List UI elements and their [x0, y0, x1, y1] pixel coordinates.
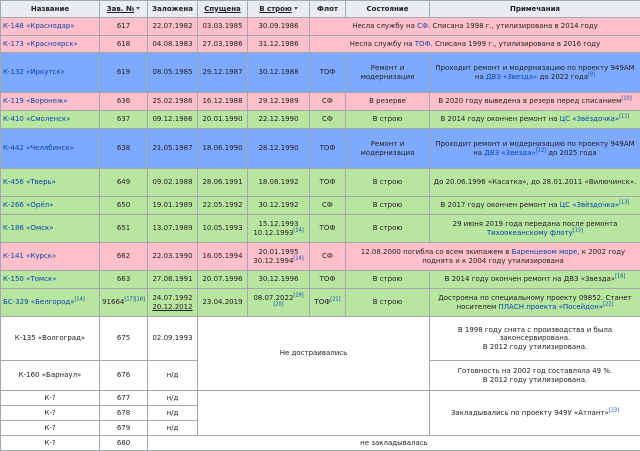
- state: В строю: [346, 197, 430, 215]
- laid-date: 25.02.1986: [148, 93, 198, 111]
- boat-name: К-?: [1, 421, 100, 436]
- yard-number: 637: [100, 111, 148, 129]
- table-row: [1, 169, 640, 197]
- reference[interactable]: [17][18]: [124, 297, 145, 303]
- table-row: [1, 53, 640, 93]
- col-header-name[interactable]: Название: [1, 1, 100, 18]
- yard-number: 662: [100, 243, 148, 271]
- note: До 20.06.1996 «Касатка», до 28.01.2011 «Вилючинск».: [430, 169, 640, 197]
- laid-date: 19.01.1989: [148, 197, 198, 215]
- state: В строю: [346, 289, 430, 317]
- table-row: [1, 289, 640, 317]
- reference[interactable]: [22]: [603, 301, 613, 307]
- col-header-in-service[interactable]: В строю: [248, 1, 310, 18]
- service-date: 28.12.1990: [248, 129, 310, 169]
- yard-number: 618: [100, 36, 148, 53]
- boat-name: К-?: [1, 436, 100, 451]
- yard-number: 91664[17][18]: [100, 289, 148, 317]
- sort-icon[interactable]: [294, 7, 298, 10]
- boat-name: К-160 «Барнаул»: [1, 361, 100, 391]
- table-row: [1, 391, 640, 406]
- note: В 2017 году окончен ремонт на ЦС «Звёздочка»[13]: [430, 197, 640, 215]
- fleet: СФ: [310, 93, 346, 111]
- laid-date: 21.05.1987: [148, 129, 198, 169]
- note: В 2014 году окончен ремонт на ДВЗ «Звезда»[16]: [430, 271, 640, 289]
- note: 29 июня 2019 года передана после ремонта Тихоокеанскому флоту[15]: [430, 215, 640, 243]
- laid-date: 24.07.1992 20.12.2012: [148, 289, 198, 317]
- table-row: [1, 436, 640, 451]
- yard-number: 676: [100, 361, 148, 391]
- note-link[interactable]: Баренцевом море: [512, 248, 578, 256]
- laid-date: 08.05.1985: [148, 53, 198, 93]
- laid-date: 13.07.1989: [148, 215, 198, 243]
- laid-date: н/д: [148, 391, 198, 406]
- fleet: ТОФ: [310, 129, 346, 169]
- fleet: СФ: [310, 243, 346, 271]
- laid-date: 04.08.1983: [148, 36, 198, 53]
- not-laid-note: не закладывалась: [148, 436, 640, 451]
- fleet: СФ: [310, 197, 346, 215]
- boat-name: К-?: [1, 406, 100, 421]
- not-completed-note: Не достраивались: [198, 317, 430, 391]
- launch-date: 16.12.1988: [198, 93, 248, 111]
- service-date: 29.12.1989: [248, 93, 310, 111]
- note-link[interactable]: ДВЗ «Звезда»: [484, 149, 535, 157]
- state: Ремонт и модернизация: [346, 129, 430, 169]
- col-header-launched[interactable]: Спущена: [198, 1, 248, 18]
- service-date: 30.12.1992: [248, 197, 310, 215]
- table-row: [1, 36, 640, 53]
- not-completed-blank: [198, 391, 430, 436]
- boat-name[interactable]: К-410 «Смоленск»: [1, 111, 100, 129]
- yard-number: 678: [100, 406, 148, 421]
- table-row: [1, 93, 640, 111]
- col-header-notes[interactable]: Примечания: [430, 1, 640, 18]
- boat-name[interactable]: К-119 «Воронеж»: [1, 93, 100, 111]
- laid-date: н/д: [148, 421, 198, 436]
- col-header-fleet[interactable]: Флот: [310, 1, 346, 18]
- yard-number: 650: [100, 197, 148, 215]
- reference[interactable]: [19][20]: [273, 293, 303, 308]
- note-link[interactable]: Тихоокеанскому флоту: [487, 229, 573, 237]
- yard-number: 619: [100, 53, 148, 93]
- boat-name: К-?: [1, 391, 100, 406]
- yard-number: 677: [100, 391, 148, 406]
- reference[interactable]: [21]: [330, 297, 340, 303]
- table-row: [1, 243, 640, 271]
- reference[interactable]: [10]: [621, 96, 631, 102]
- boat-name: К-135 «Волгоград»: [1, 317, 100, 361]
- table-row: [1, 215, 640, 243]
- yard-number: 638: [100, 129, 148, 169]
- table-row: [1, 317, 640, 361]
- reference[interactable]: [13]: [619, 200, 629, 206]
- header-row: [1, 1, 640, 18]
- reference[interactable]: [14]: [74, 297, 84, 303]
- fleet: ТОФ: [310, 169, 346, 197]
- note: В 2020 году выведена в резерв перед списанием[10]: [430, 93, 640, 111]
- boat-name[interactable]: К-148 «Краснодар»: [1, 18, 100, 36]
- note: Несла службу на ТОФ. Списана 1999 г., утилизирована в 2016 году: [310, 36, 640, 53]
- yard-number: 649: [100, 169, 148, 197]
- col-header-laid[interactable]: Заложена: [148, 1, 198, 18]
- planned-949u-note: Закладывались по проекту 949У «Атлант»[23]: [430, 391, 640, 436]
- reference[interactable]: [14]: [293, 255, 303, 261]
- col-header-yard-number[interactable]: Зав. №: [100, 1, 148, 18]
- table-row: [1, 18, 640, 36]
- yard-number: 651: [100, 215, 148, 243]
- col-header-state[interactable]: Состояние: [346, 1, 430, 18]
- laid-date: 22.07.1982: [148, 18, 198, 36]
- note-link[interactable]: ЦС «Звёздочка»: [560, 115, 620, 123]
- service-date: 30.12.1996: [248, 271, 310, 289]
- launch-date: 16.05.1994: [198, 243, 248, 271]
- launch-date: 10.05.1993: [198, 215, 248, 243]
- service-date: 20.01.1995 30.12.1994[14]: [248, 243, 310, 271]
- service-date: 15.12.1993 10.12.1993[14]: [248, 215, 310, 243]
- note-link[interactable]: СФ: [417, 22, 428, 30]
- state: Ремонт и модернизация: [346, 53, 430, 93]
- fleet: ТОФ: [310, 215, 346, 243]
- note: 12.08.2000 погибла со всем экипажем в Баренцевом море, к 2002 году поднята и к 2004 году утилизирована: [346, 243, 640, 271]
- state: В резерве: [346, 93, 430, 111]
- note-link[interactable]: ДВЗ «Звезда»: [486, 73, 537, 81]
- yard-number: 636: [100, 93, 148, 111]
- launch-date: 29.12.1987: [198, 53, 248, 93]
- note-link[interactable]: ПЛАСН проекта «Посейдон»: [499, 303, 604, 311]
- laid-date: н/д: [148, 406, 198, 421]
- service-date: 30.12.1988: [248, 53, 310, 93]
- boat-name[interactable]: К-442 «Челябинск»: [1, 129, 100, 169]
- boat-name[interactable]: К-186 «Омск»: [1, 215, 100, 243]
- reference[interactable]: [11]: [619, 114, 629, 120]
- fleet: ТОФ: [310, 271, 346, 289]
- table-row: [1, 197, 640, 215]
- sort-icon[interactable]: [136, 7, 140, 10]
- service-date: 30.09.1986: [248, 18, 310, 36]
- launch-date: 20.01.1990: [198, 111, 248, 129]
- reference[interactable]: [9]: [588, 71, 595, 77]
- yard-number: 617: [100, 18, 148, 36]
- boat-name[interactable]: К-132 «Иркутск»: [1, 53, 100, 93]
- boat-name[interactable]: К-141 «Курск»: [1, 243, 100, 271]
- launch-date: 03.03.1985: [198, 18, 248, 36]
- boat-name[interactable]: К-456 «Тверь»: [1, 169, 100, 197]
- note: Проходит ремонт и модернизацию по проекту 949АМ на ДВЗ «Звезда»[12] до 2025 года: [430, 129, 640, 169]
- table-row: [1, 129, 640, 169]
- reference[interactable]: [15]: [573, 227, 583, 233]
- yard-number: 679: [100, 421, 148, 436]
- service-date: 31.12.1986: [248, 36, 310, 53]
- laid-date: 09.12.1986: [148, 111, 198, 129]
- note-link[interactable]: ЦС «Звёздочка»: [560, 201, 620, 209]
- laid-date: 02.09.1993: [148, 317, 198, 361]
- service-date: 08.07.2022[19][20]: [248, 289, 310, 317]
- fleet: СФ: [310, 111, 346, 129]
- boat-name[interactable]: К-266 «Орёл»: [1, 197, 100, 215]
- state: В строю: [346, 111, 430, 129]
- note: Достроена по специальному проекту 09852. Станет носителем ПЛАСН проекта «Посейдон»[22]: [430, 289, 640, 317]
- reference[interactable]: [16]: [615, 274, 625, 280]
- launch-date: 18.06.1990: [198, 129, 248, 169]
- fleet: ТОФ[21]: [310, 289, 346, 317]
- service-date: 18.08.1992: [248, 169, 310, 197]
- launch-date: 27.03.1986: [198, 36, 248, 53]
- boat-name[interactable]: БС-329 «Белгород»[14]: [1, 289, 100, 317]
- service-date: 22.12.1990: [248, 111, 310, 129]
- yard-number: 675: [100, 317, 148, 361]
- laid-date: н/д: [148, 361, 198, 391]
- note: Проходит ремонт и модернизацию по проекту 949АМ на ДВЗ «Звезда» до 2022 года[9]: [430, 53, 640, 93]
- launch-date: 23.04.2019: [198, 289, 248, 317]
- state: В строю: [346, 215, 430, 243]
- note: Готовность на 2002 год составляла 49 %. В 2012 году утилизирована.: [430, 361, 640, 391]
- reference[interactable]: [23]: [609, 407, 619, 413]
- reference[interactable]: [14]: [293, 227, 303, 233]
- yard-number: 680: [100, 436, 148, 451]
- state: В строю: [346, 271, 430, 289]
- table-row: [1, 111, 640, 129]
- laid-date: 27.08.1991: [148, 271, 198, 289]
- launch-date: 22.05.1992: [198, 197, 248, 215]
- boat-name[interactable]: К-173 «Красноярск»: [1, 36, 100, 53]
- note: Несла службу на СФ. Списана 1998 г., утилизирована в 2014 году: [310, 18, 640, 36]
- fleet: ТОФ: [310, 53, 346, 93]
- table-row: [1, 271, 640, 289]
- launch-date: 20.07.1996: [198, 271, 248, 289]
- laid-date: 22.03.1990: [148, 243, 198, 271]
- launch-date: 28.06.1991: [198, 169, 248, 197]
- note: В 1998 году снята с производства и была законсервирована. В 2012 году утилизирована.: [430, 317, 640, 361]
- reference[interactable]: [12]: [536, 147, 546, 153]
- note: В 2014 году окончен ремонт на ЦС «Звёздочка»[11]: [430, 111, 640, 129]
- note-link[interactable]: ТОФ: [415, 40, 431, 48]
- yard-number: 663: [100, 271, 148, 289]
- boat-name[interactable]: К-150 «Томск»: [1, 271, 100, 289]
- state: В строю: [346, 169, 430, 197]
- laid-date: 09.02.1988: [148, 169, 198, 197]
